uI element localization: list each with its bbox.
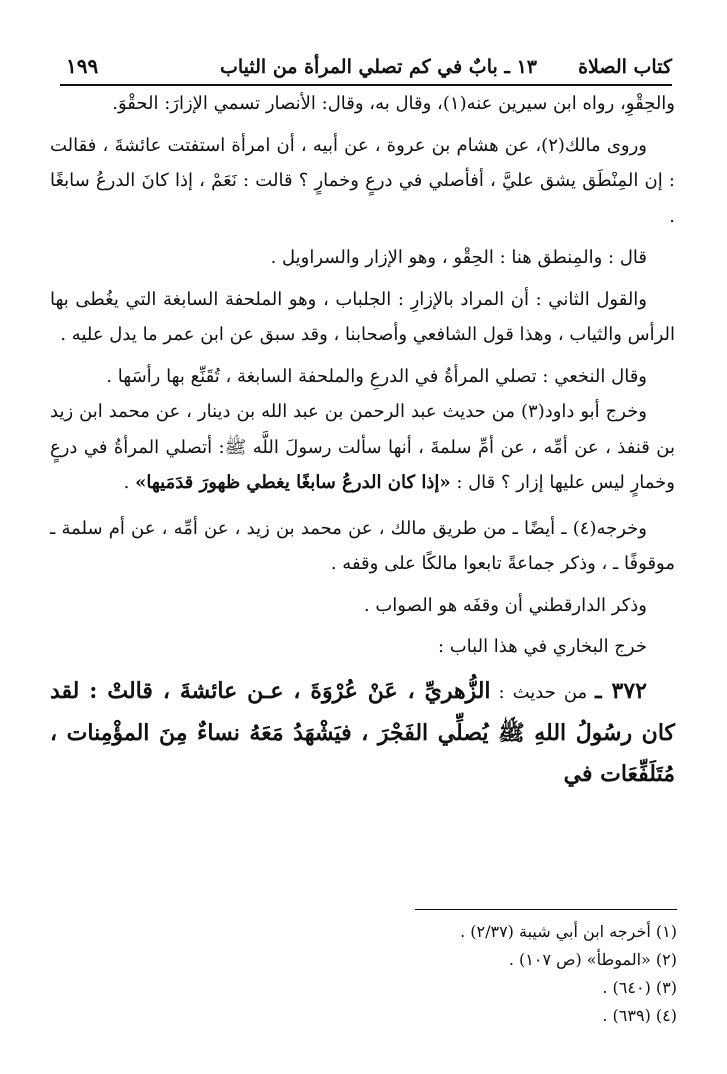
hadith-paragraph (50, 671, 675, 795)
page-number: ١٩٩ (66, 54, 99, 78)
paragraph: وقال النخعي : تصلي المرأةُ في الدرعِ والملحفة السابغة ، تُقَنِّع بها رأسَها . (106, 365, 647, 387)
paragraph: وروى مالك(٢)، عن هشام بن عروة ، عن أبيه ، أن امرأة استفتت عائشةَ ، فقالت : إن المِنْطَق يشق عليَّ ، أفأصلي في درعٍ وخمارٍ ؟ قالت : نَعَمْ ، إذا كانَ الدرعُ سابغًا . (50, 134, 675, 227)
paragraph: والحِقْوِ، رواه ابن سيرين عنه(١)، وقال به، وقال: الأنصار تسمي الإزارَ: الحقْوَ. (112, 93, 675, 114)
footnote-divider (415, 909, 677, 910)
hadith-text: الزُّهريِّ ، عَنْ عُرْوَةَ ، عـن عائشةَ ، قالتْ : لقد كان رسُولُ اللهِ ﷺ يُصلِّي الفَجْرَ ، فيَشْهَدُ مَعَهُ نساءٌ مِنَ المؤْمِنات ، مُتَلَفِّعَات في (50, 677, 675, 787)
chapter-title: ١٣ ـ بابٌ في كم تصلي المرأة من الثياب (220, 56, 537, 78)
footnote: (٤) (٦٣٩) . (602, 1006, 677, 1025)
paragraph-text: . (123, 472, 136, 493)
paragraph: والقول الثاني : أن المراد بالإزارِ : الجلباب ، وهو الملحفة السابغة التي يغُطى بها الرأس والثياب ، وهذا قول الشافعي وأصحابنا ، وقد سبق عن ابن عمر ما يدل عليه . (50, 288, 675, 345)
paragraph (50, 394, 675, 501)
footnotes (52, 918, 677, 1030)
paragraph-text: وخرج أبو داود(٣) من حديث عبد الرحمن بن عبد الله بن دينار ، عن محمد ابن زيد بن قنفذ ، عن أمِّه ، عن أمِّ سلمةَ ، أنها سألت رسولَ اللَّه ﷺ: أتصلي المرأةُ في درعٍ وخمارٍ ليس عليها إزار ؟ قال : (50, 401, 675, 493)
footnote: (١) أخرجه ابن أبي شيبة (٢/٣٧) . (460, 922, 677, 941)
hadith-lead: من حديث : (490, 681, 596, 703)
prophetic-quote: «إذا كان الدرعُ سابغًا يغطي ظهورَ قدَمَيها» (135, 472, 451, 493)
running-header (60, 50, 672, 86)
footnote: (٢) «الموطأ» (ص ١٠٧) . (508, 950, 677, 969)
paragraph: وذكر الدارقطني أن وقفَه هو الصواب . (363, 594, 647, 616)
paragraph: وخرجه(٤) ـ أيضًا ـ من طريق مالك ، عن محمد بن زيد ، عن أمِّه ، عن أم سلمة ـ موقوفًا ـ ، وذكر جماعةً تابعوا مالكًا على وقفه . (50, 517, 675, 574)
hadith-number: ٣٧٢ ـ (595, 677, 647, 704)
book-title: كتاب الصلاة (578, 56, 672, 78)
main-text (50, 86, 675, 795)
footnote: (٣) (٦٤٠) . (602, 978, 677, 997)
paragraph: خرج البخاري في هذا الباب : (437, 636, 647, 657)
paragraph: قال : والمِنطق هنا : الحِقْو ، وهو الإزار والسراويل . (270, 247, 647, 268)
